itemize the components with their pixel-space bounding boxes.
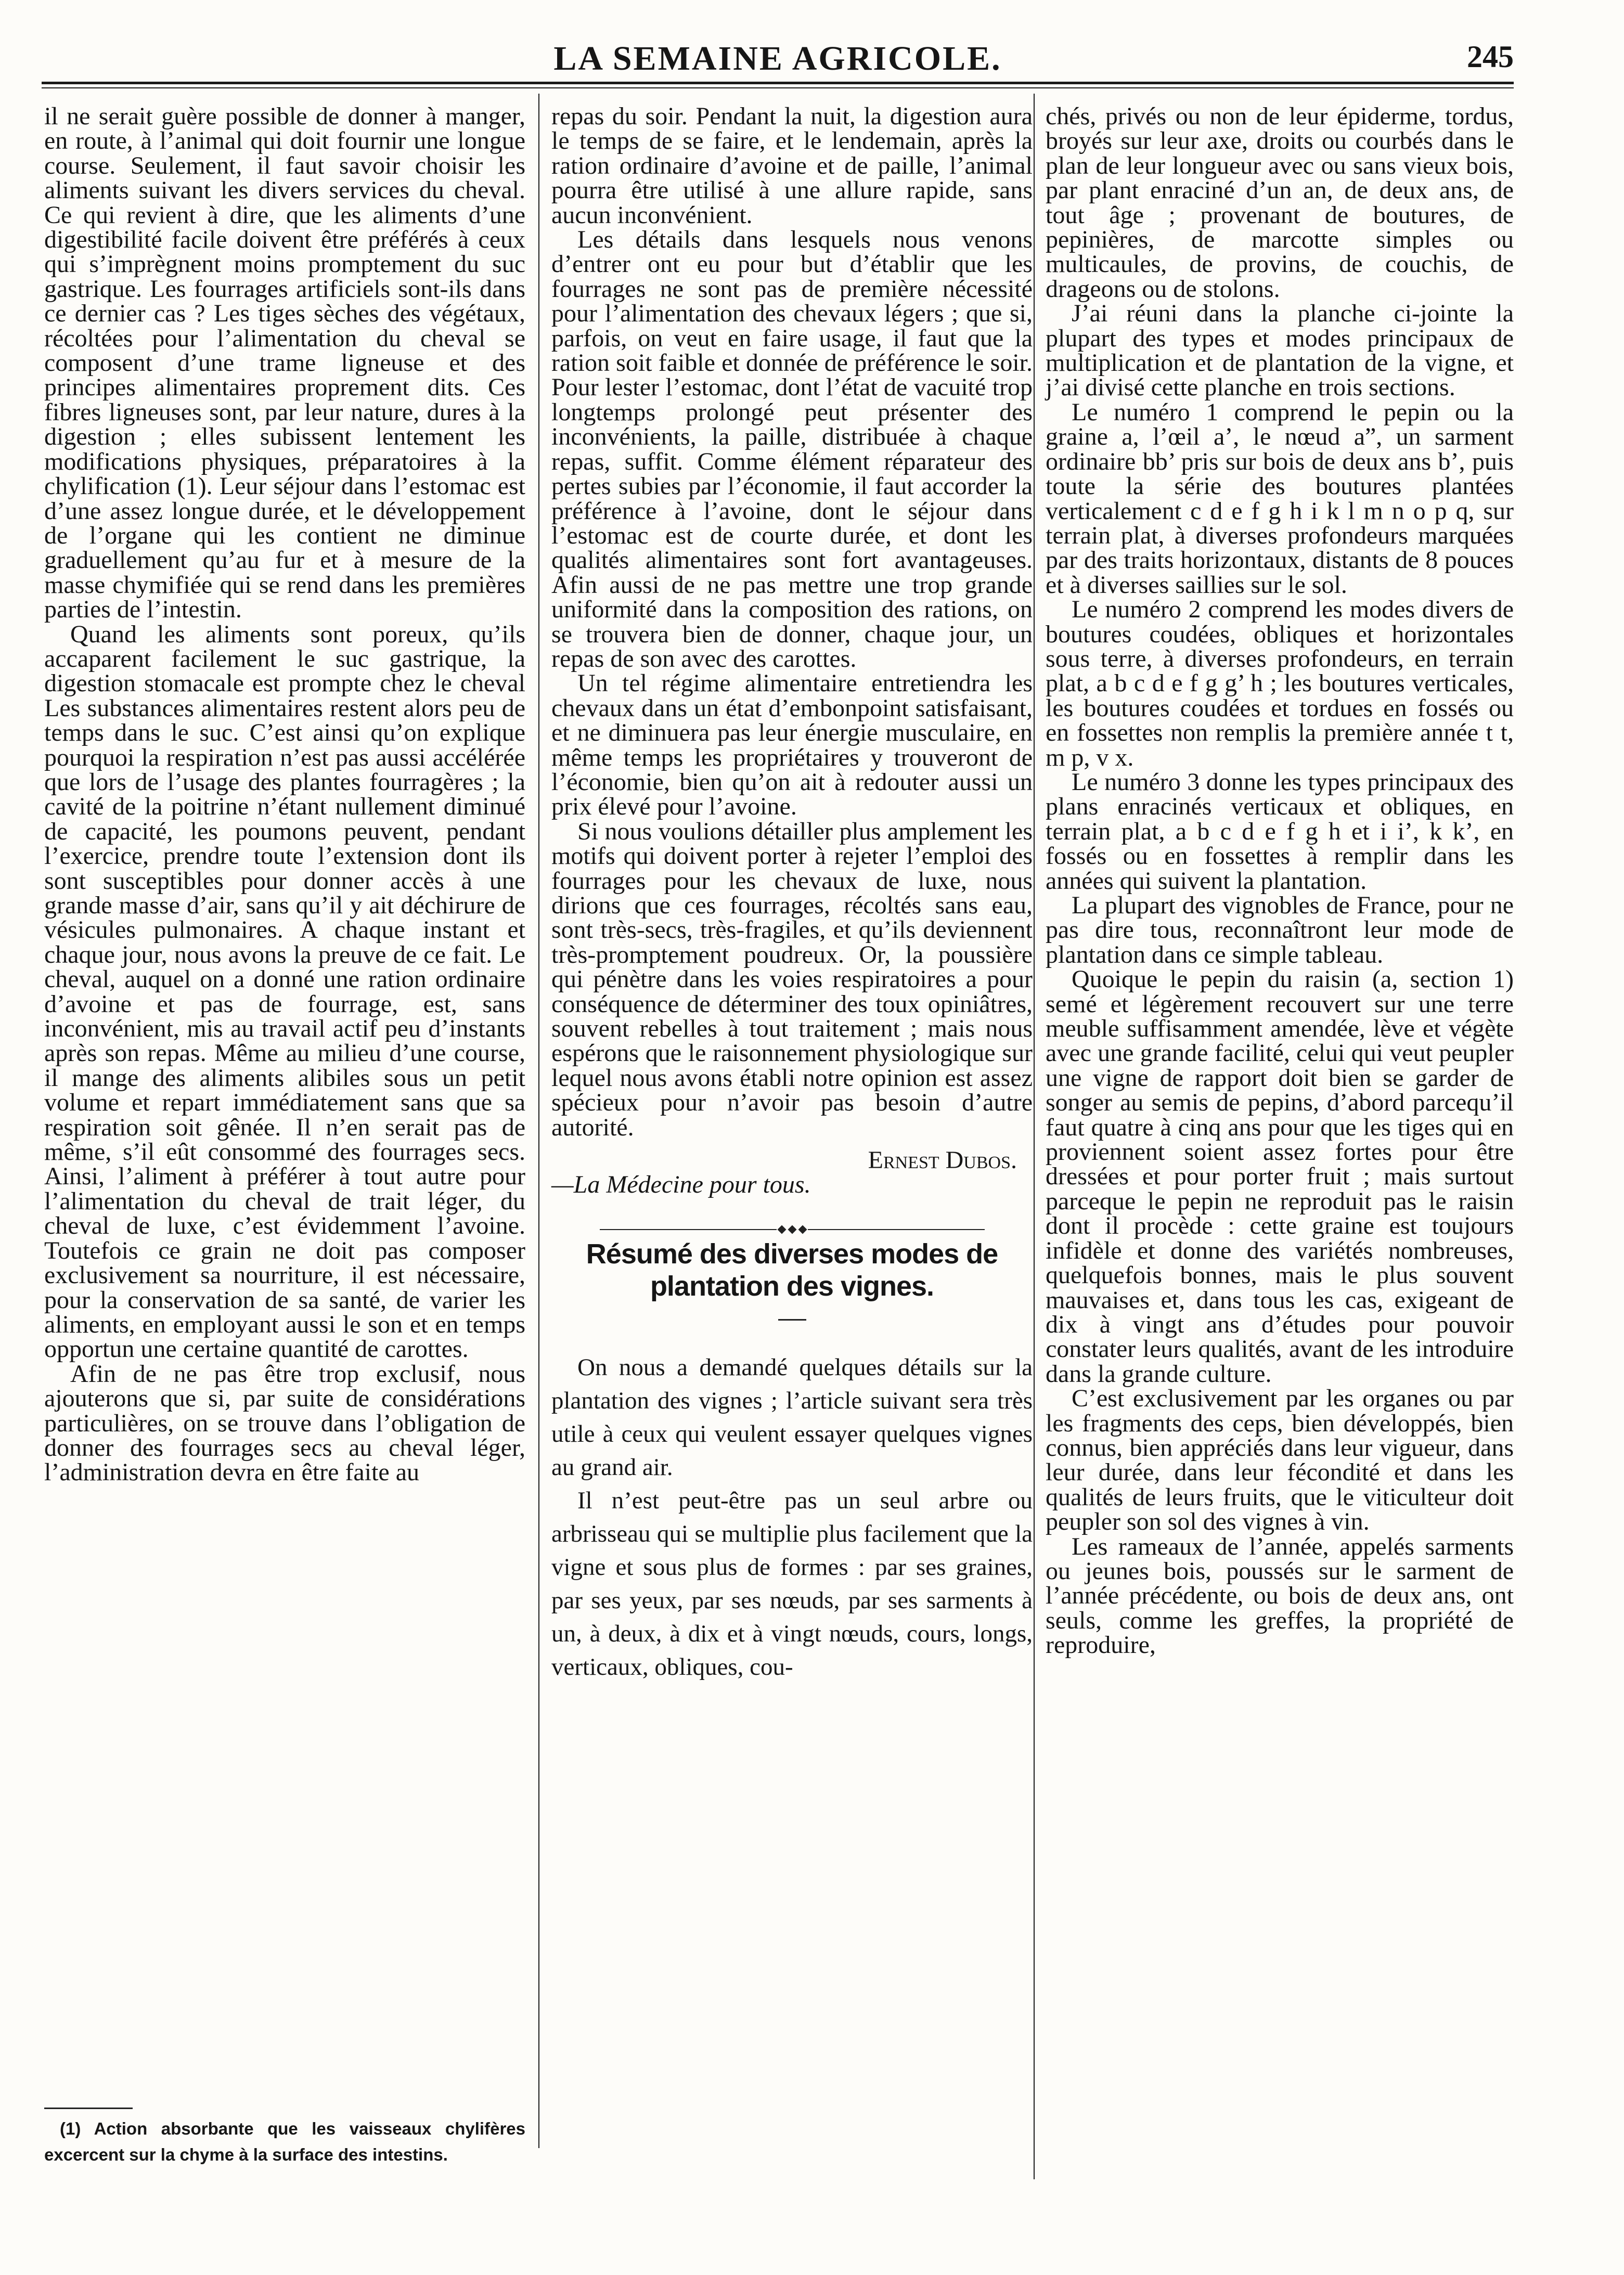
column-1 xyxy=(44,104,525,1485)
column-3 xyxy=(1046,104,1514,1658)
header-rule-thick xyxy=(42,82,1514,84)
column-2 xyxy=(551,104,1033,1684)
paragraph: Le numéro 2 comprend les modes divers de boutures coudées, obliques et horizontales sous terre, à diverses profondeurs, en terrain plat, a b c d e f g g’ h ; les boutures verticales, les boutures coudées et tordues en fossés ou en fossettes non remplis la première année t t, m p, v x. xyxy=(1046,596,1514,771)
paragraph: Si nous voulions détailler plus amplement les motifs qui doivent porter à rejeter l’emploi des fourrages pour les chevaux de luxe, nous dirions que ces fourrages, récoltés sans eau, sont très-secs, très-fragiles, et qu’ils deviennent très-promptement poudreux. Or, la poussière qui pénètre dans les voies respiratoires a pour conséquence de déterminer des toux opiniâtres, souvent rebelles à tout traitement ; mais nous espérons que le raisonnement physiologique sur lequel nous avons établi notre opinion est assez spécieux pour n’avoir pas besoin d’autre autorité. xyxy=(551,817,1033,1141)
footnote-rule xyxy=(44,2108,133,2109)
section-ornament xyxy=(551,1215,1033,1222)
paragraph: Quoique le pepin du raisin (a, section 1) semé et légèrement recouvert sur une terre meuble suffisamment amendée, lève et végète avec une grande facilité, celui qui veut peupler une vigne de rapport doit bien se garder de songer au semis de pepins, d’abord parcequ’il faut quatre à cinq ans pour que les tiges qui en proviennent soient assez fortes pour être dressées et pour porter fruit ; mais surtout parceque le pepin ne reproduit pas le raisin dont il procède : cette graine est toujours infidèle et donne des variétés nombreuses, quelquefois bonnes, mais le plus souvent mauvaises et, dans tous les cas, exigeant de dix à vingt ans d’études pour pouvoir constater leurs qualités, avant de les introduire dans la grande culture. xyxy=(1046,965,1514,1388)
paragraph: On nous a demandé quelques détails sur la plantation des vignes ; l’article suivant sera très utile à ceux qui veulent essayer quelques vignes au grand air. xyxy=(551,1353,1033,1481)
column-separator-left xyxy=(538,94,539,2148)
page-number: 245 xyxy=(1467,40,1514,74)
paragraph: Le numéro 3 donne les types principaux des plans enracinés verticaux et obliques, en terrain plat, a b c d e f g h et i i’, k k’, en fossés ou en fossettes à remplir dans les années qui suivent la plantation. xyxy=(1046,768,1514,895)
article-title: Résumé des diverses modes de plantation des vignes. xyxy=(586,1238,998,1302)
paragraph: Quand les aliments sont poreux, qu’ils accaparent facilement le suc gastrique, la digestion stomacale est prompte chez le cheval Les substances alimentaires restent alors peu de temps dans le suc. C’est ainsi qu’on explique pourquoi la respiration n’est pas aussi accélérée que lors de l’usage des plantes fourragères ; la cavité de la poitrine n’étant nullement diminué de capacité, les poumons peuvent, pendant l’exercice, prendre toute l’extension dont ils sont susceptibles pour donner accès à une grande masse d’air, sans qu’il y ait déchirure de vésicules pulmonaires. A chaque instant et chaque jour, nous avons la preuve de ce fait. Le cheval, auquel on a donné une ration ordinaire d’avoine et pas de fourrage, est, sans inconvénient, mis au travail actif peu d’instants après son repas. Même au milieu d’une course, il mange des aliments alibiles sous un petit volume et repart immédiatement sans que sa respiration soit gênée. Il n’en serait pas de même, s’il eût consommé des fourrages secs. Ainsi, l’aliment à préférer à tout autre pour l’alimentation du cheval de trait léger, du cheval de luxe, c’est évidemment l’avoine. Toutefois ce grain ne doit pas composer exclusivement sa nourriture, il est nécessaire, pour la conservation de sa santé, de varier les aliments, en employant aussi le son et en temps opportun une certaine quantité de carottes. xyxy=(44,620,525,1363)
footnote-text: (1) Action absorbante que les vaisseaux chylifères excercent sur la chyme à la surface des intestins. xyxy=(44,2119,525,2164)
journal-title: LA SEMAINE AGRICOLE. xyxy=(553,40,1002,77)
paragraph: Un tel régime alimentaire entretiendra les chevaux dans un état d’embonpoint satisfaisant, et ne diminuera pas leur énergie musculaire, en même temps les propriétaires y trouveront de l’économie, bien qu’on ait à redouter aussi un prix élevé pour l’avoine. xyxy=(551,669,1033,821)
article-lede xyxy=(551,1351,1033,1684)
source-credit: —La Médecine pour tous. xyxy=(551,1171,811,1199)
paragraph: chés, privés ou non de leur épiderme, tordus, broyés sur leur axe, droits ou courbés dans le plan de leur longueur avec ou sans vieux bois, par plant enraciné d’un an, de deux ans, de tout âge ; provenant de boutures, de pepinières, de marcotte simples ou multicaules, de provins, de couchis, de drageons ou de stolons. xyxy=(1046,102,1514,303)
page-header xyxy=(42,29,1514,86)
author-signature: Ernest Dubos. xyxy=(868,1146,1017,1174)
footnote xyxy=(44,2116,525,2168)
paragraph: il ne serait guère possible de donner à manger, en route, à l’animal qui doit fournir une longue course. Seulement, il faut savoir choisir les aliments suivant les divers services du cheval. Ce qui revient à dire, que les aliments d’une digestibilité facile doivent être préférés à ceux qui s’imprègnent moins promptement du suc gastrique. Les fourrages artificiels sont-ils dans ce dernier cas ? Les tiges sèches des végétaux, récoltées pour l’alimentation du cheval se composent d’une trame ligneuse et des principes alimentaires proprement dits. Ces fibres ligneuses sont, par leur nature, dures à la digestion ; elles subissent lentement les modifications physiques, préparatoires à la chylification (1). Leur séjour dans l’estomac est d’une assez longue durée, et le développement de l’organe qui les contient ne diminue graduellement qu’au fur et à mesure de la masse chymifiée qui se rend dans les premières parties de l’intestin. xyxy=(44,102,525,624)
paragraph: Le numéro 1 comprend le pepin ou la graine a, l’œil a’, le nœud a”, un sarment ordinaire bb’ pris sur bois de deux ans b’, puis toute la série des boutures plantées verticalement c d e f g h i k l m n o p q, sur terrain plat, à diverses profondeurs marquées par des traits horizontaux, distants de 8 pouces et à diverses saillies sur le sol. xyxy=(1046,398,1514,599)
paragraph: Il n’est peut-être pas un seul arbre ou arbrisseau qui se multiplie plus facilement que la vigne et sous plus de formes : par ses graines, par ses yeux, par ses nœuds, par ses sarments à un, à deux, à dix et à vingt nœuds, cours, longs, verticaux, obliques, cou- xyxy=(551,1486,1033,1681)
title-dash xyxy=(778,1319,806,1321)
paragraph: repas du soir. Pendant la nuit, la digestion aura le temps de se faire, et le lendemain, après la ration ordinaire d’avoine et de paille, l’animal pourra être utilisé à une allure rapide, sans aucun inconvénient. xyxy=(551,102,1033,229)
paragraph: C’est exclusivement par les organes ou par les fragments des ceps, bien développés, bien connus, bien appréciés dans leur vigueur, dans leur durée, dans leur fécondité et dans les qualités de leurs fruits, que le viticulteur doit peupler son sol des vignes à vin. xyxy=(1046,1385,1514,1536)
paragraph: J’ai réuni dans la planche ci-jointe la plupart des types et modes principaux de multiplication et de plantation de la vigne, et j’ai divisé cette planche en trois sections. xyxy=(1046,300,1514,402)
column-separator-right xyxy=(1034,94,1035,2179)
paragraph: La plupart des vignobles de France, pour ne pas dire tous, reconnaîtront leur mode de plantation dans ce simple tableau. xyxy=(1046,891,1514,968)
paragraph: Afin de ne pas être trop exclusif, nous ajouterons que si, par suite de considérations particulières, on se trouve dans l’obligation de donner des fourrages secs au cheval léger, l’administration devra en être faite au xyxy=(44,1360,525,1486)
header-rule-thin xyxy=(42,87,1514,88)
paragraph: Les rameaux de l’année, appelés sarments ou jeunes bois, poussés sur le sarment de l’année précédente, ou bois de deux ans, ont seuls, comme les greffes, la propriété de reproduire, xyxy=(1046,1532,1514,1659)
paragraph: Les détails dans lesquels nous venons d’entrer ont eu pour but d’établir que les fourrages ne sont pas de première nécessité pour l’alimentation des chevaux légers ; que si, parfois, on veut en faire usage, il faut que la ration soit faible et donnée de préférence le soir. Pour lester l’estomac, dont l’état de vacuité trop longtemps prolongé peut présenter des inconvénients, la paille, distribuée à chaque repas, suffit. Comme élément réparateur des pertes subies par l’économie, il faut accorder la préférence à l’avoine, dont le séjour dans l’estomac est de courte durée, et dont les qualités alimentaires sont fort avantageuses. Afin aussi de ne pas mettre une trop grande uniformité dans la composition des rations, on se trouvera bien de donner, chaque jour, un repas de son avec des carottes. xyxy=(551,226,1033,673)
